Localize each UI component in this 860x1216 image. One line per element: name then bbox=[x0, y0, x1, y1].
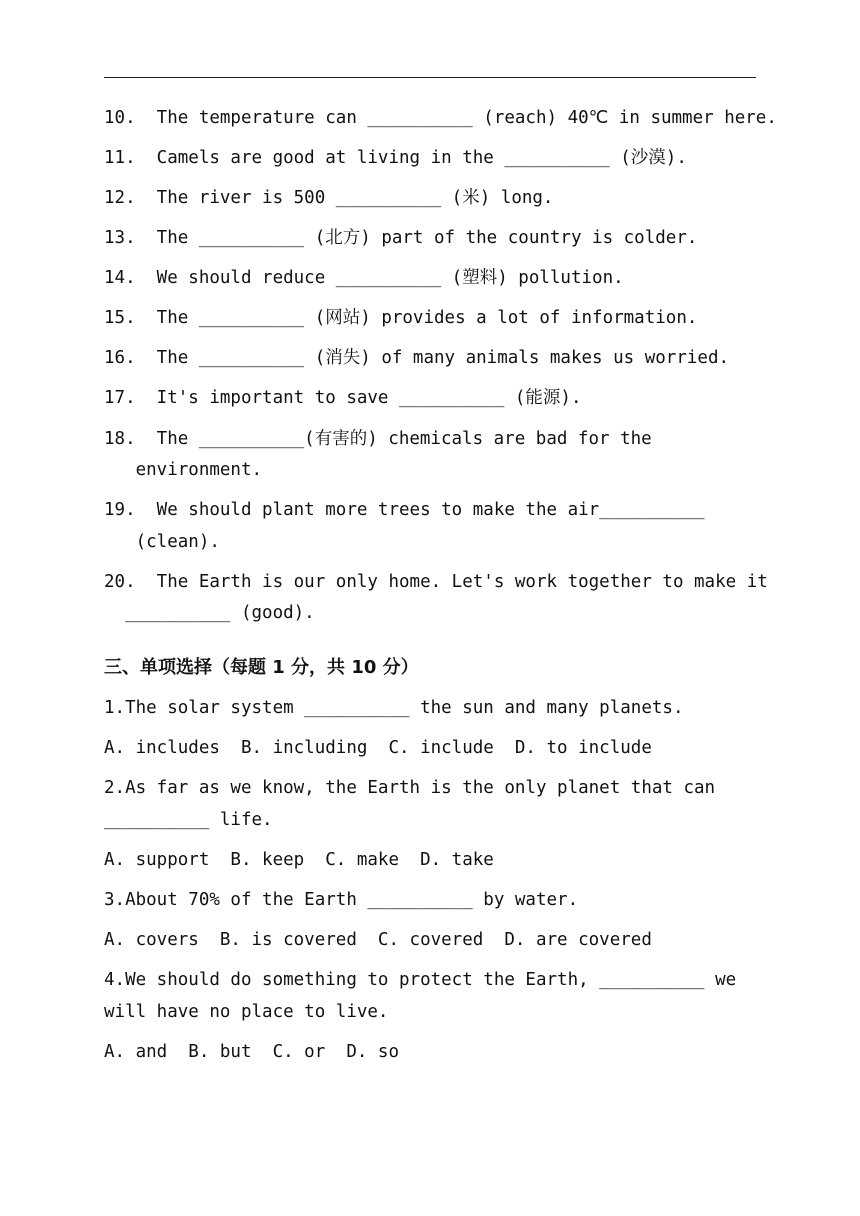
mc-question-4: 4.We should do something to protect the Earth, __________ we bbox=[104, 970, 737, 990]
question-17: 17. It's important to save __________ (能源). bbox=[104, 388, 582, 408]
question-20-cont: __________ (good). bbox=[104, 603, 315, 623]
question-11: 11. Camels are good at living in the __________ (沙漠). bbox=[104, 148, 687, 168]
question-10: 10. The temperature can __________ (reach) 40℃ in summer here. bbox=[104, 108, 777, 128]
question-18-cont: environment. bbox=[104, 460, 263, 480]
mc-question-2-cont: __________ life. bbox=[104, 810, 273, 830]
mc-question-3: 3.About 70% of the Earth __________ by water. bbox=[104, 890, 579, 910]
section-heading: 三、单项选择（每题 1 分，共 10 分） bbox=[104, 657, 419, 678]
question-19-cont: (clean). bbox=[104, 532, 220, 552]
mc-options-3: A. covers B. is covered C. covered D. are covered bbox=[104, 930, 652, 950]
question-12: 12. The river is 500 __________ (米) long. bbox=[104, 188, 554, 208]
question-19: 19. We should plant more trees to make the air__________ bbox=[104, 500, 705, 520]
mc-options-4: A. and B. but C. or D. so bbox=[104, 1042, 400, 1062]
mc-options-1: A. includes B. including C. include D. to include bbox=[104, 738, 652, 758]
question-20: 20. The Earth is our only home. Let's work together to make it bbox=[104, 572, 768, 592]
mc-question-1: 1.The solar system __________ the sun and many planets. bbox=[104, 698, 684, 718]
question-14: 14. We should reduce __________ (塑料) pollution. bbox=[104, 268, 624, 288]
question-16: 16. The __________ (消失) of many animals makes us worried. bbox=[104, 348, 730, 368]
question-13: 13. The __________ (北方) part of the country is colder. bbox=[104, 228, 698, 248]
question-18: 18. The __________(有害的) chemicals are bad for the bbox=[104, 429, 652, 449]
header-rule bbox=[104, 77, 756, 78]
question-15: 15. The __________ (网站) provides a lot of information. bbox=[104, 308, 698, 328]
mc-options-2: A. support B. keep C. make D. take bbox=[104, 850, 494, 870]
mc-question-2: 2.As far as we know, the Earth is the only planet that can bbox=[104, 778, 716, 798]
mc-question-4-cont: will have no place to live. bbox=[104, 1002, 389, 1022]
